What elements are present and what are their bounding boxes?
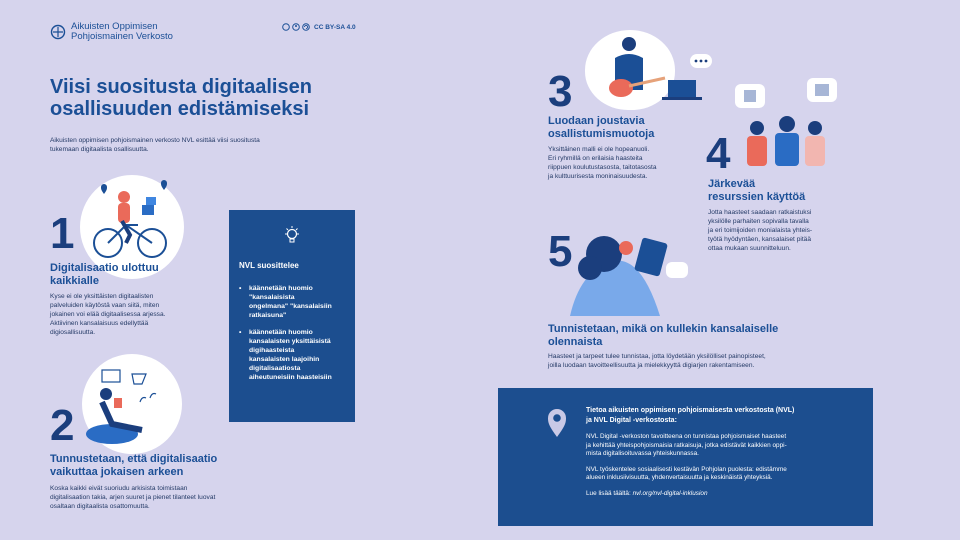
info-paragraph-1	[586, 433, 855, 459]
phone-woman-illustration	[570, 232, 700, 321]
nvl-bullet2-line: digihaasteista	[249, 347, 295, 354]
rec5-title-line1: Tunnistetaan, mikä on kullekin kansalaiselle	[548, 323, 779, 335]
rec4-title-line2: resurssien käyttöä	[708, 190, 806, 203]
location-pin-icon	[160, 178, 168, 196]
rec-number-4: 4	[706, 129, 731, 178]
rec2-line: Koska kaikki eivät suoriudu arkisista toimistaan	[50, 485, 188, 492]
page-title	[50, 76, 350, 120]
rec3-line: Yksittäinen malli ei ole hopeanuoli.	[548, 146, 650, 153]
rec-text-5	[548, 352, 868, 370]
rec-number-5: 5	[548, 227, 573, 276]
org-logo-icon	[50, 24, 66, 40]
intro-text	[50, 136, 360, 154]
rec2-line: digitalisaation takia, arjen suuret ja pienet tilanteet luovat	[50, 494, 216, 501]
nvl-bullet2-line: kansalaisten yksittäisistä	[249, 338, 331, 345]
nvl-bullet1-line: "kansalaisista	[249, 294, 295, 301]
rec3-title-line2: osallistumismuotoja	[548, 127, 655, 140]
info-p2-line: alueen inklusiivisuutta, yhdenvertaisuutta ja keskinäistä yhteyksiä.	[586, 474, 773, 482]
info-title	[586, 406, 855, 425]
read-more-link[interactable]: nvl.org/nvl-digital-inklusion	[632, 489, 708, 497]
nvl-bullet2-line: digitalisaatiosta	[249, 365, 301, 372]
rec-text-1	[50, 292, 225, 337]
license-badge[interactable]	[282, 23, 356, 31]
rec1-title-line1: Digitalisaatio ulottuu	[50, 262, 159, 274]
info-p1-line: NVL Digital -verkoston tavoitteena on tunnistaa pohjoismaiset haasteet	[586, 433, 787, 440]
nvl-bullet1-line: ratkaisuna"	[249, 312, 287, 319]
rec1-line: Aktiivinen kansalaisuus edellyttää	[50, 320, 149, 327]
org-logo[interactable]	[50, 22, 173, 42]
group-illustration	[735, 78, 845, 175]
nvl-bullet-1	[239, 284, 345, 320]
rec3-title-line1: Luodaan joustavia	[548, 115, 645, 127]
nvl-bullet1-line: ongelmana" "kansalaisiin	[249, 303, 332, 310]
rec-title-5	[548, 323, 848, 348]
rec-text-4	[708, 208, 853, 253]
rec5-title-line2: olennaista	[548, 335, 603, 348]
rec4-line: työtä hyödyntäen, kansalaiset pitää	[708, 236, 812, 243]
rec-title-1	[50, 262, 220, 287]
rec4-line: ja eri toimijoiden monialaista yhteis-	[708, 227, 813, 234]
title-line2: osallisuuden edistämiseksi	[50, 98, 309, 120]
rec4-title-line1: Järkevää	[708, 178, 756, 190]
info-title-line2: ja NVL Digital -verkostosta:	[586, 416, 677, 424]
nvl-box-title: NVL suosittelee	[239, 261, 299, 270]
rec1-title-line2: kaikkialle	[50, 274, 99, 287]
nvl-bullet1-line: • käännetään huomio	[249, 285, 313, 292]
reading-person-illustration	[82, 354, 182, 454]
illustration-2-circle	[82, 354, 182, 454]
rec5-line: Haasteet ja tarpeet tulee tunnistaa, jotta löydetään yksilölliset painopisteet,	[548, 353, 766, 360]
location-pin-icon	[100, 182, 108, 200]
rec3-line: riippuen koulutustasosta, taitotasosta	[548, 164, 657, 171]
nvl-bullet2-line: aiheutuneisiin haasteisiin	[249, 374, 332, 381]
nvl-bullet-2	[239, 328, 345, 382]
nvl-bullets	[239, 284, 345, 382]
read-more-label: Lue lisää täältä:	[586, 489, 631, 497]
intro-line2: tukemaan digitaalista osallisuutta.	[50, 146, 149, 153]
info-p2-line: NVL työskentelee sosiaalisesti kestävän Pohjolan puolesta: edistämme	[586, 465, 787, 473]
rec-title-4	[708, 178, 848, 203]
nvl-bullet2-line: • käännetään huomio	[249, 329, 313, 336]
info-box	[498, 388, 873, 526]
rec4-line: ottaa mukaan suunnitteluun.	[708, 245, 791, 252]
intro-line1: Aikuisten oppimisen pohjoismainen verkosto NVL esittää viisi suositusta	[50, 137, 260, 144]
nvl-recommends-box	[229, 210, 355, 422]
rec1-line: palveluiden käytöstä vaan siitä, miten	[50, 302, 160, 309]
org-name-line2: Pohjoismainen Verkosto	[71, 31, 173, 42]
lightbulb-icon	[239, 226, 345, 251]
rec-number-1: 1	[50, 209, 75, 258]
rec4-line: Jotta haasteet saadaan ratkaistuksi	[708, 209, 812, 216]
rec-number-3: 3	[548, 67, 573, 116]
rec4-line: yksilölle parhaiten sopivalla tavalla	[708, 218, 809, 225]
laptop-icon	[662, 80, 702, 107]
rec3-line: Eri ryhmillä on erilaisia haasteita	[548, 155, 643, 162]
info-title-line1: Tietoa aikuisten oppimisen pohjoismaisesta verkostosta (NVL)	[586, 407, 795, 414]
rec-title-2	[50, 453, 300, 478]
rec-text-2	[50, 484, 310, 511]
rec5-line: joilla luodaan tavoitteellisuutta ja mielekkyyttä digiarjen rakentamiseen.	[548, 362, 755, 369]
chat-bubble-icon	[690, 54, 712, 77]
rec2-line: osaltaan digitaalista osattomuutta.	[50, 503, 150, 510]
rec1-line: jokainen voi elää digitaalisessa arjessa.	[50, 311, 166, 318]
rec-title-3	[548, 115, 708, 140]
cc-license-icons	[282, 23, 310, 31]
rec-number-2: 2	[50, 401, 75, 450]
rec2-title-line1: Tunnustetaan, että digitalisaatio	[50, 453, 218, 465]
rec-text-3	[548, 145, 708, 181]
rec3-line: ja kulttuurisesta moninaisuudesta.	[548, 173, 648, 180]
license-label: CC BY-SA 4.0	[314, 23, 356, 31]
nvl-bullet2-line: kansalaisten laajoihin	[249, 356, 320, 363]
rec2-title-line2: vaikuttaa jokaisen arkeen	[50, 465, 184, 478]
rec1-line: digiosallisuutta.	[50, 329, 96, 336]
info-p1-line: ja kehittää yhteispohjoismaisia ratkaisuja, jotka edistävät kaikkien oppi-	[586, 441, 787, 449]
info-p1-line: mista digitalisoituvassa yhteiskunnassa.	[586, 450, 699, 458]
rec1-line: Kyse ei ole yksittäisten digitaalisten	[50, 293, 154, 300]
read-more	[586, 490, 855, 499]
org-name-line1: Aikuisten Oppimisen	[71, 21, 158, 32]
location-pin-icon	[546, 408, 568, 443]
info-paragraph-2	[586, 466, 855, 483]
title-line1: Viisi suositusta digitaalisen	[50, 76, 312, 98]
